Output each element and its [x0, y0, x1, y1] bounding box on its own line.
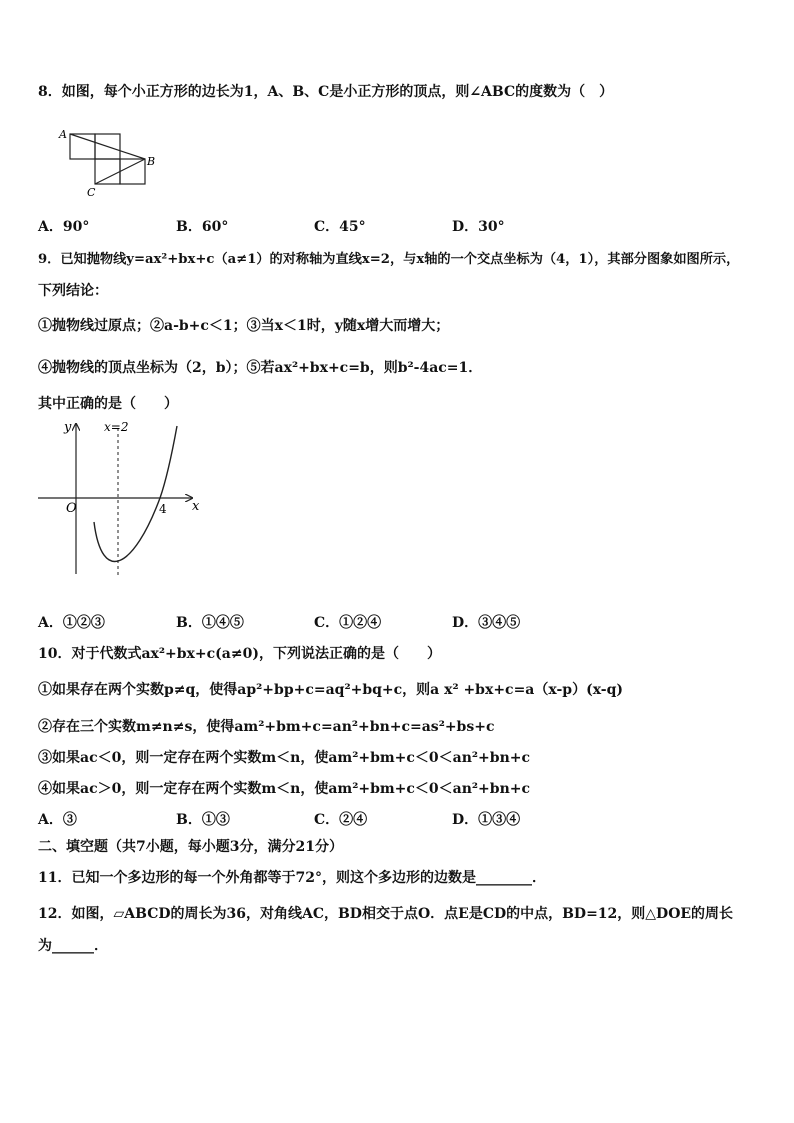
q9-origin-label: O — [66, 501, 77, 516]
q9-option-a: A．①②③ — [38, 615, 105, 631]
q9-parabola-graph — [36, 418, 206, 578]
q9-conclusion-line2: ④抛物线的顶点坐标为（2，b）；⑤若ax²+bx+c=b，则b²-4ac=1． — [38, 360, 483, 376]
q9-axis-equation: x=2 — [104, 420, 129, 434]
q8-grid-figure — [56, 126, 166, 198]
q10-statement-4: ④如果ac＞0，则一定存在两个实数m＜n，使am²+bm+c＜0＜an²+bn+c — [38, 781, 531, 797]
q9-option-d: D．③④⑤ — [452, 615, 521, 631]
q8-label-a: A — [59, 128, 67, 141]
q8-option-d: D．30° — [452, 219, 505, 235]
q9-option-b: B．①④⑤ — [176, 615, 244, 631]
q12-line1: 12．如图，▱ABCD的周长为36，对角线AC，BD相交于点O．点E是CD的中点，BD=12，则△DOE的周长 — [38, 906, 734, 922]
q10-stem: 10．对于代数式ax²+bx+c(a≠0)，下列说法正确的是（ ） — [38, 646, 441, 662]
q12-line2: 为______． — [38, 938, 108, 954]
q9-conclusion-line1: ①抛物线过原点；②a-b+c＜1；③当x＜1时，y随x增大而增大； — [38, 318, 450, 334]
q8-option-c: C．45° — [314, 219, 366, 235]
q8-option-b: B．60° — [176, 219, 229, 235]
q10-option-d: D．①③④ — [452, 812, 521, 828]
q10-statement-1: ①如果存在两个实数p≠q，使得ap²+bp+c=aq²+bq+c，则a x² +bx+c=a（x-p）(x-q) — [38, 682, 624, 698]
q10-option-b: B．①③ — [176, 812, 230, 828]
q9-y-axis-label: y — [64, 420, 72, 435]
q9-option-c: C．①②④ — [314, 615, 382, 631]
q9-question: 其中正确的是（ ） — [38, 396, 178, 412]
q9-root-label: 4 — [159, 502, 167, 516]
q10-statement-3: ③如果ac＜0，则一定存在两个实数m＜n，使am²+bm+c＜0＜an²+bn+c — [38, 750, 531, 766]
q9-stem-line1: 9．已知抛物线y=ax²+bx+c（a≠1）的对称轴为直线x=2，与x轴的一个交点坐标为（4，1），其部分图象如图所示， — [38, 252, 740, 267]
q8-option-a: A．90° — [38, 219, 90, 235]
q10-statement-2: ②存在三个实数m≠n≠s，使得am²+bm+c=an²+bn+c=as²+bs+c — [38, 719, 495, 735]
q11-stem: 11．已知一个多边形的每一个外角都等于72°，则这个多边形的边数是________． — [38, 870, 546, 886]
q10-option-c: C．②④ — [314, 812, 368, 828]
q10-option-a: A．③ — [38, 812, 77, 828]
q9-x-axis-label: x — [192, 499, 200, 514]
q8-label-b: B — [147, 155, 156, 168]
section-heading: 二、填空题（共7小题，每小题3分，满分21分） — [38, 839, 343, 855]
q9-stem-line2: 下列结论： — [38, 283, 108, 299]
q8-stem: 8．如图，每个小正方形的边长为1，A、B、C是小正方形的顶点，则∠ABC的度数为（ ） — [38, 84, 614, 100]
q8-label-c: C — [87, 186, 96, 198]
